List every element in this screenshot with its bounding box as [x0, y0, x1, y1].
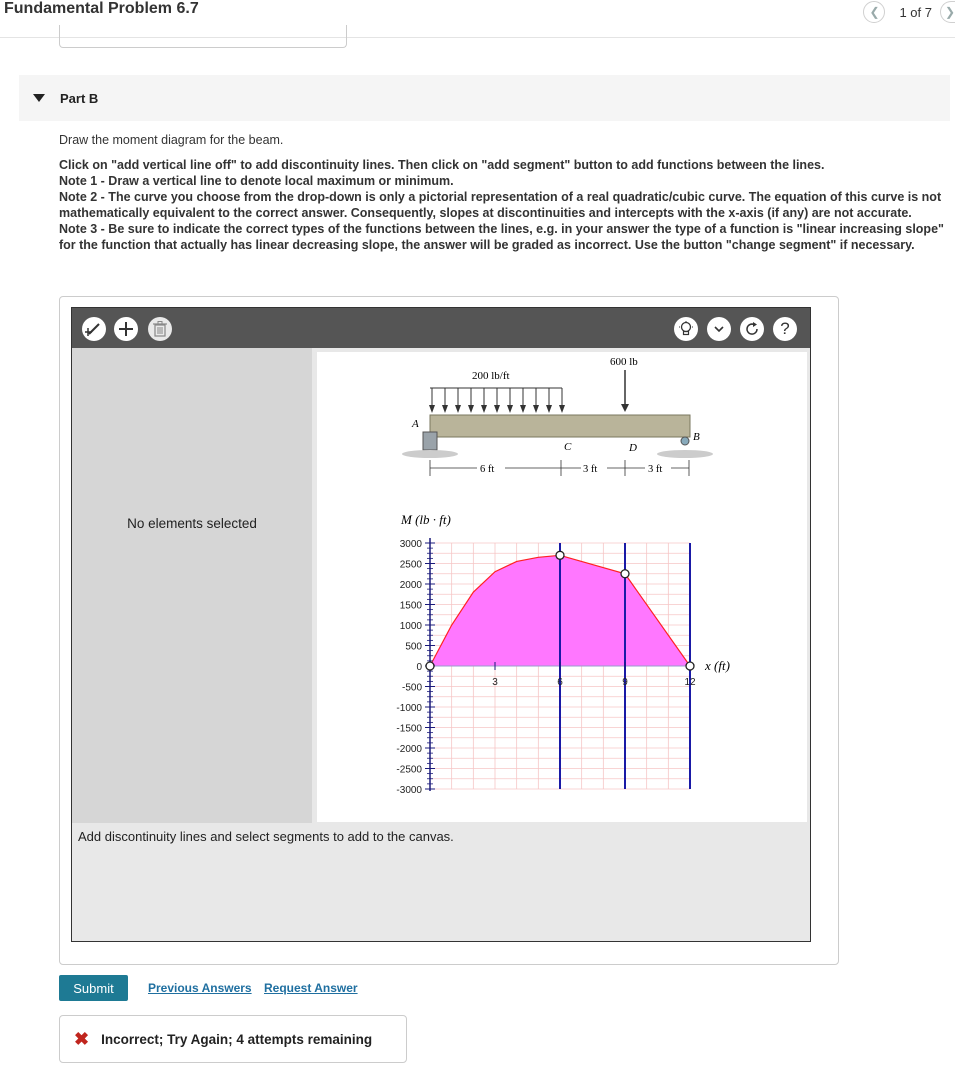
point-load-arrowhead: [621, 404, 629, 412]
feedback-box: [59, 1015, 407, 1063]
next-page-button[interactable]: [940, 1, 955, 23]
support-b-label: B: [693, 431, 700, 443]
instruction-note-0: Click on "add vertical line off" to add discontinuity lines. Then click on "add segment" button to add functions between the lines.: [59, 158, 825, 172]
x-icon: ✖: [74, 1028, 90, 1049]
trash-icon: [153, 321, 167, 337]
delete-button[interactable]: [148, 317, 172, 341]
load-arrowhead: [520, 405, 526, 413]
no-selection-text: No elements selected: [127, 516, 257, 531]
help-button[interactable]: [773, 317, 797, 341]
ground-a: [402, 450, 458, 458]
graph-canvas[interactable]: [317, 352, 807, 822]
part-label: Part B: [60, 90, 99, 106]
dropdown-button[interactable]: [707, 317, 731, 341]
curve-node[interactable]: [426, 662, 434, 670]
y-tick-label: -500: [401, 682, 422, 694]
add-line-icon: [85, 320, 103, 338]
selection-panel: [72, 348, 312, 823]
dimension-3ft-2: 3 ft: [648, 464, 663, 475]
point-load-label: 600 lb: [610, 356, 638, 368]
prev-page-button[interactable]: [863, 1, 885, 23]
instruction-note-3: Note 3 - Be sure to indicate the correct types of the functions between the lines, e.g. in your answer the type of a function is "linear increasing slope" for the function that actually has linear decreasing slope, the answer will be graded as incorrect. Use the button "change segment" if necessary.: [59, 222, 944, 252]
y-tick-label: -1500: [396, 723, 422, 735]
lightbulb-icon: [678, 321, 694, 337]
y-tick-label: 1000: [399, 621, 422, 632]
reset-icon: [744, 321, 760, 337]
plus-icon: [118, 321, 134, 337]
x-axis-label: x (ft): [705, 658, 730, 673]
y-tick-label: -1000: [396, 703, 422, 714]
load-arrowhead: [481, 405, 487, 413]
x-tick-label: 6: [557, 677, 563, 688]
y-tick-label: -2000: [396, 744, 422, 755]
ground-b: [657, 450, 713, 458]
y-tick-label: -3000: [396, 785, 422, 796]
load-arrowhead: [455, 405, 461, 413]
question-mark-icon: ?: [780, 319, 790, 338]
load-arrowhead: [546, 405, 552, 413]
y-tick-label: 500: [405, 641, 422, 653]
y-tick-label: 0: [416, 662, 422, 673]
moment-diagram-svg[interactable]: [317, 352, 807, 822]
instruction-note-1: Note 1 - Draw a vertical line to denote local maximum or minimum.: [59, 174, 454, 188]
roller-support-b: [681, 437, 689, 445]
add-vertical-line-button[interactable]: [82, 317, 106, 341]
reset-button[interactable]: [740, 317, 764, 341]
y-tick-label: 3000: [399, 539, 422, 550]
dimension-6ft: 6 ft: [480, 464, 495, 475]
point-c-label: C: [564, 441, 572, 453]
x-tick-label: 3: [492, 677, 498, 688]
drawing-tool: [71, 307, 811, 942]
pager: [863, 0, 955, 24]
previous-part-box: [59, 25, 347, 48]
page-title: Fundamental Problem 6.7: [4, 0, 199, 17]
instruction-note-2: Note 2 - The curve you choose from the drop-down is only a pictorial representation of a real quadratic/cubic curve. The equation of this curve is not mathematically equivalent to the correct answer. Consequently, slopes at discontinuities and intercepts with the x-axis (if any) are not accurate.: [59, 190, 942, 220]
point-d-label: D: [629, 442, 637, 454]
part-b-header[interactable]: [19, 75, 950, 121]
y-tick-label: -2500: [396, 764, 422, 776]
x-tick-label: 9: [622, 677, 628, 688]
question-prompt: Draw the moment diagram for the beam.: [59, 133, 284, 147]
page-indicator: 1 of 7: [899, 4, 932, 20]
beam-figure: [402, 356, 713, 476]
question-content: [59, 133, 944, 253]
curve-node[interactable]: [686, 662, 694, 670]
beam-body: [430, 415, 690, 437]
hint-button[interactable]: [674, 317, 698, 341]
load-arrowhead: [442, 405, 448, 413]
request-answer-link[interactable]: Request Answer: [264, 981, 358, 995]
load-arrowhead: [494, 405, 500, 413]
x-tick-label: 12: [684, 677, 696, 688]
distributed-load-arrows: [429, 388, 565, 413]
curve-node[interactable]: [556, 551, 564, 559]
feedback-text: Incorrect; Try Again; 4 attempts remaining: [101, 1031, 373, 1047]
y-tick-label: 2500: [399, 559, 422, 571]
distributed-load-label: 200 lb/ft: [472, 370, 510, 382]
load-arrowhead: [507, 405, 513, 413]
y-tick-label: 2000: [399, 580, 422, 591]
support-a-label: A: [412, 418, 419, 430]
dimension-3ft-1: 3 ft: [583, 464, 598, 475]
chevron-right-icon: ❯: [944, 5, 955, 19]
load-arrowhead: [429, 405, 435, 413]
submit-button[interactable]: Submit: [59, 975, 128, 1001]
canvas-instruction: Add discontinuity lines and select segments to add to the canvas.: [78, 829, 454, 844]
y-axis-label: M (lb · ft): [401, 512, 451, 527]
load-arrowhead: [533, 405, 539, 413]
tool-toolbar: [72, 308, 810, 348]
load-arrowhead: [468, 405, 474, 413]
load-arrowhead: [559, 405, 565, 413]
y-tick-label: 1500: [399, 600, 422, 612]
chevron-down-icon: [713, 323, 725, 335]
previous-answers-link[interactable]: Previous Answers: [148, 981, 252, 995]
caret-down-icon: [33, 94, 45, 102]
pin-support-a: [423, 432, 437, 450]
curve-node[interactable]: [621, 570, 629, 578]
chevron-left-icon: ❮: [869, 5, 880, 19]
add-segment-button[interactable]: [114, 317, 138, 341]
